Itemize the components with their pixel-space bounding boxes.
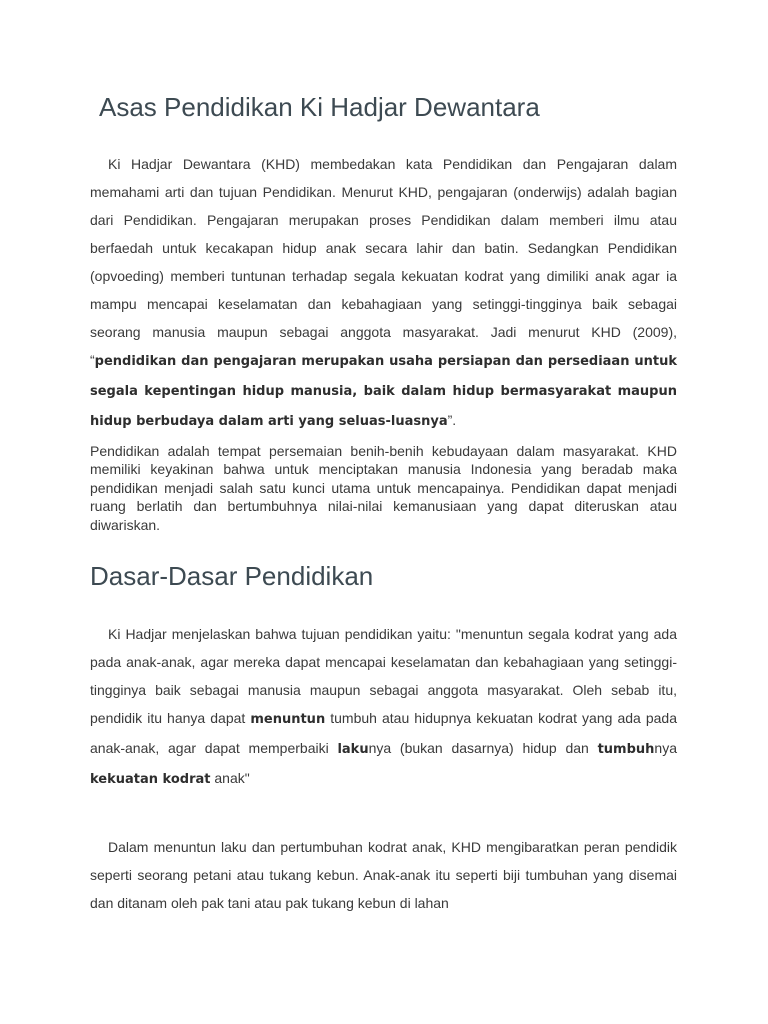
paragraph-text: ”. [447, 412, 457, 428]
section-title-dasar: Dasar-Dasar Pendidikan [90, 561, 374, 591]
paragraph-khd-definition [90, 150, 677, 436]
paragraph-text: nya (bukan dasarnya) hidup dan [368, 740, 598, 756]
paragraph-text: Ki Hadjar Dewantara (KHD) membedakan kata Pendidikan dan Pengajaran dalam memahami arti dan tujuan Pendidikan. Menurut KHD, pengajaran (onderwijs) adalah bagian dari Pendidikan. Pengajaran merupakan proses Pendidikan dalam memberi ilmu atau berfaedah untuk kecakapan hidup anak secara lahir dan batin. Sedangkan Pendidikan (opvoeding) memberi tuntunan terhadap segala kekuatan kodrat yang dimiliki anak agar ia mampu mencapai keselamatan dan kebahagiaan yang setinggi-tingginya baik sebagai seorang manusia maupun sebagai anggota masyarakat. Jadi menurut KHD (2009), “ [90, 156, 677, 368]
section-title-asas: Asas Pendidikan Ki Hadjar Dewantara [99, 92, 540, 122]
bold-term-menuntun: menuntun [250, 712, 326, 727]
bold-term-tumbuh: tumbuh [597, 742, 655, 757]
paragraph-text: tumbuh atau hidupnya kekuatan kodrat yang ada pada anak-anak, agar dapat memperbaiki [90, 710, 677, 756]
paragraph-persemaian: Pendidikan adalah tempat persemaian benih-benih kebudayaan dalam masyarakat. KHD memiliki keyakinan bahwa untuk menciptakan manusia Indonesia yang beradab maka pendidikan menjadi salah satu kunci utama untuk mencapainya. Pendidikan dapat menjadi ruang berlatih dan bertumbuhnya nilai-nilai kemanusiaan yang dapat diteruskan atau diwariskan. [90, 443, 677, 533]
paragraph-text: nya [654, 740, 677, 756]
bold-term-kekuatan-kodrat: kekuatan kodrat [90, 772, 211, 787]
paragraph-petani-analogy: Dalam menuntun laku dan pertumbuhan kodrat anak, KHD mengibaratkan peran pendidik seperti seorang petani atau tukang kebun. Anak-anak itu seperti biji tumbuhan yang disemai dan ditanam oleh pak tani atau pak tukang kebun di lahan [90, 839, 677, 911]
paragraph-text: anak" [210, 770, 250, 786]
paragraph-text: Ki Hadjar menjelaskan bahwa tujuan pendidikan yaitu: "menuntun segala kodrat yang ada pada anak-anak, agar mereka dapat mencapai keselamatan dan kebahagiaan yang setinggi-tingginya baik sebagai manusia maupun sebagai anggota masyarakat. Oleh sebab itu, pendidik itu hanya dapat [90, 626, 677, 726]
bold-term-laku: laku [337, 742, 369, 757]
bold-quote: pendidikan dan pengajaran merupakan usaha persiapan dan persediaan untuk segala kepentingan hidup manusia, baik dalam hidup bermasyarakat maupun hidup berbudaya dalam arti yang seluas-luasnya [90, 354, 677, 429]
paragraph-tujuan-pendidikan [90, 620, 677, 794]
